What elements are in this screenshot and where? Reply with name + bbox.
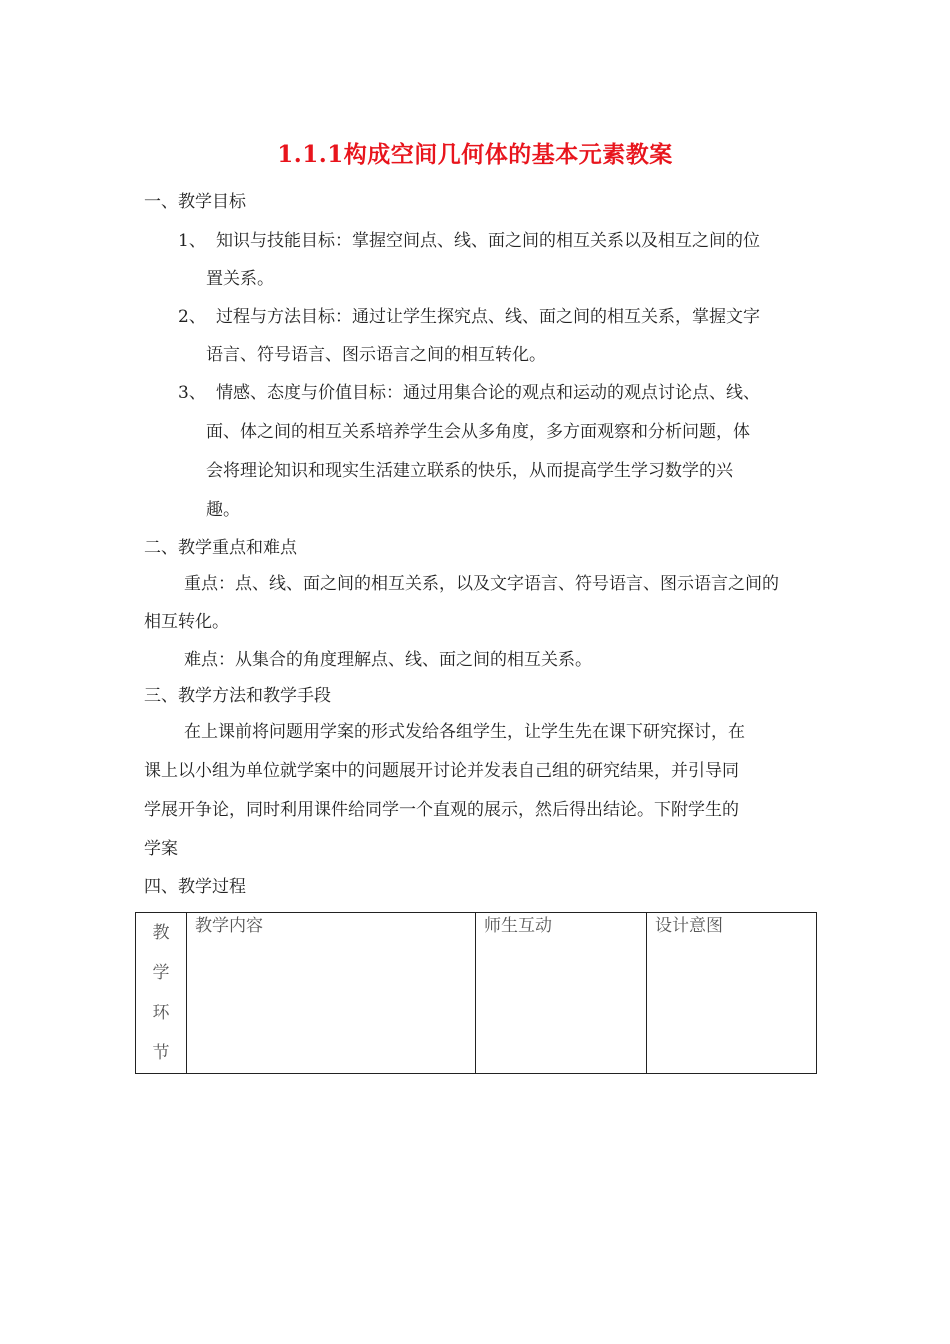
- objective-2-line-2: 语言、符号语言、图示语言之间的相互转化。: [206, 345, 546, 365]
- key-point-line-1: 重点：点、线、面之间的相互关系，以及文字语言、符号语言、图示语言之间的: [184, 574, 779, 594]
- stage-char: 节: [152, 1043, 170, 1063]
- methods-line-2: 课上以小组为单位就学案中的问题展开讨论并发表自己组的研究结果，并引导同: [144, 761, 739, 781]
- methods-line-4: 学案: [144, 839, 178, 859]
- objective-number-2: 2、: [178, 307, 206, 327]
- key-point-line-2: 相互转化。: [144, 612, 229, 632]
- objective-3-line-1: 情感、态度与价值目标：通过用集合论的观点和运动的观点讨论点、线、: [216, 383, 760, 403]
- objective-3-line-2: 面、体之间的相互关系培养学生会从多角度，多方面观察和分析问题，体: [206, 422, 750, 442]
- column-header-teaching-content: 教学内容: [187, 913, 476, 1074]
- methods-line-3: 学展开争论，同时利用课件给同学一个直观的展示，然后得出结论。下附学生的: [144, 800, 739, 820]
- difficult-point: 难点：从集合的角度理解点、线、面之间的相互关系。: [184, 650, 592, 670]
- objective-2-line-1: 过程与方法目标：通过让学生探究点、线、面之间的相互关系，掌握文字: [216, 307, 760, 327]
- methods-line-1: 在上课前将问题用学案的形式发给各组学生，让学生先在课下研究探讨，在: [184, 722, 745, 742]
- column-header-design-intent: 设计意图: [647, 913, 817, 1074]
- objective-3-line-3: 会将理论知识和现实生活建立联系的快乐，从而提高学生学习数学的兴: [206, 461, 733, 481]
- stage-char: 环: [152, 1003, 170, 1023]
- section-heading-objectives: 一、教学目标: [144, 192, 246, 212]
- column-header-interaction: 师生互动: [476, 913, 647, 1074]
- page-title: 1.1.1构成空间几何体的基本元素教案: [277, 141, 673, 168]
- column-header-teaching-stage: [136, 913, 187, 1074]
- stage-char: 学: [152, 963, 170, 983]
- section-heading-process: 四、教学过程: [144, 877, 246, 897]
- section-heading-keypoints: 二、教学重点和难点: [144, 538, 297, 558]
- objective-1-line-2: 置关系。: [206, 269, 274, 289]
- stage-char: 教: [152, 923, 170, 943]
- teaching-process-table: [135, 912, 817, 1074]
- objective-number-1: 1、: [178, 231, 206, 251]
- objective-1-line-1: 知识与技能目标：掌握空间点、线、面之间的相互关系以及相互之间的位: [216, 231, 760, 251]
- objective-3-line-4: 趣。: [206, 500, 240, 520]
- objective-number-3: 3、: [178, 383, 206, 403]
- section-heading-methods: 三、教学方法和教学手段: [144, 686, 331, 706]
